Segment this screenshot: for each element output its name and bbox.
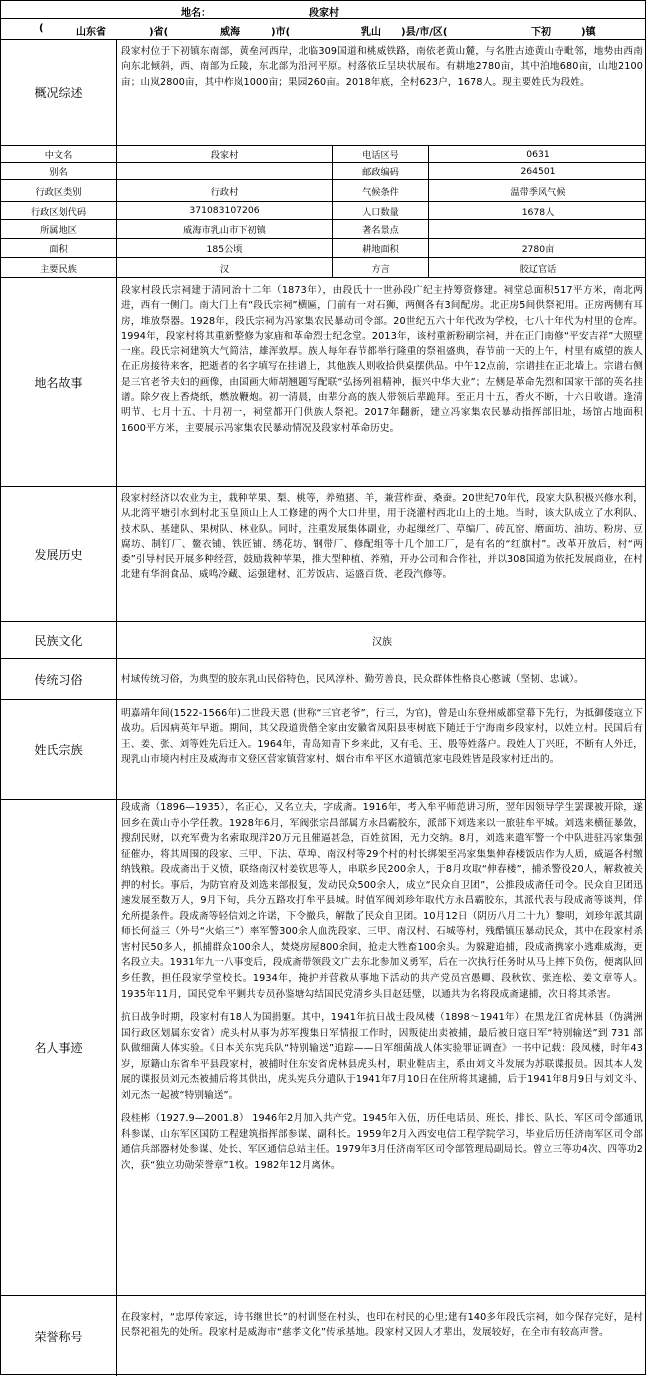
overview-row [1, 40, 645, 146]
info-value: 0631 [428, 146, 647, 162]
addr-town: 下初 [531, 27, 551, 38]
info-value: 胶辽官话 [428, 258, 647, 277]
info-row [1, 202, 645, 220]
info-key: 中文名 [44, 150, 73, 161]
story-label: 地名故事 [34, 375, 83, 390]
info-key: 行政区划代码 [30, 206, 87, 218]
custom-text: 村域传统习俗，为典型的胶东乳山民俗特色，民风淳朴、勤劳善良，民众群体性格良心憨诚（坚韧、忠诚）。 [116, 659, 647, 699]
overview-text: 段家村位于下初镇东南部，黄垒河西岸，北临309国道和桃威铁路，南依老黄山麓，与名胜古迹黄山寺毗邻，地势由西南向东北倾斜，西、南部为丘陵，东北部为沿河平原。村落依丘呈块状展布。有耕地2780亩，其中泊地680亩，山地2100亩；山岚2800亩，其中柞岚1000亩；果园260亩。2018年底，全村623户，1678人。现主要姓氏为段姓。 [116, 40, 647, 145]
honor-label: 荣誉称号 [34, 1329, 83, 1344]
title-row [1, 1, 645, 19]
info-key: 行政区类别 [35, 186, 82, 198]
village-name: 段家村 [309, 8, 339, 19]
custom-row [1, 659, 645, 700]
title-label: 地名： [181, 8, 211, 19]
info-row [1, 146, 645, 163]
info-value: 2780亩 [428, 239, 647, 257]
surname-text: 明嘉靖年间(1522-1566年)二世段天恩 (世称“三官老爷”，行三，为官)，曾是山东登州威都堂幕下先行，为抵御倭寇立下战功。后因病英年早逝。期间，其父段道贵偕全家由安徽省凤阳县枣树底下随迁于宁海南乡段家村，以姓立村。民国后有王、姜、张、刘等姓先后迁入。1964年，青岛知青下乡来此，又有毛、王、殷等姓落户。段姓人丁兴旺，不断有人外迁，现乳山市境内村庄及威海市文登区营家镇营家村、烟台市牟平区水道镇范家屯段姓皆是段家村迁出的。 [116, 700, 647, 799]
info-value: 温带季风气候 [428, 180, 647, 201]
info-row [1, 239, 645, 258]
info-value: 185公顷 [116, 239, 332, 257]
info-key: 邮政编码 [332, 163, 428, 179]
addr-county-suffix: )县/市/区( [401, 27, 448, 38]
info-value [428, 220, 647, 238]
info-row [1, 163, 645, 180]
info-value: 1678人 [428, 202, 647, 219]
ethnic-row [1, 622, 645, 659]
info-key: 所属地区 [40, 225, 77, 236]
history-label: 发展历史 [34, 547, 83, 562]
surname-label: 姓氏宗族 [34, 743, 83, 757]
addr-province: 山东省 [76, 27, 106, 38]
people-text [116, 800, 647, 1295]
info-value: 行政村 [116, 180, 332, 201]
honor-text: 在段家村，“忠厚传家远，诗书继世长”的村训竖在村头，也印在村民的心里;建有140多年段氏宗祠，如今保存完好，是村民祭祀祖先的处所。段家村是威海市“慈孝文化”传承基地。段家村又因人才辈出，发展较好，在全市有较高声誉。 [116, 1296, 647, 1376]
addr-city-suffix: )市( [271, 27, 291, 38]
info-key: 方言 [332, 258, 428, 277]
info-key: 耕地面积 [332, 239, 428, 257]
history-text: 段家村经济以农业为主，栽种苹果、梨、桃等，养殖猪、羊，兼营柞蚕、桑蚕。20世纪70年代，段家大队积极兴修水利，从北湾平塘引水到村北玉皇顶山上人工修建的两个大口井里，用于浇灌村西北山上的土地。当时，该大队成立了水利队、技术队、基建队、果树队、林业队。同时，注重发展集体副业，办起缫丝厂、草编厂、砖瓦窑、磨面坊、油坊、粉房、豆腐坊、制钉厂、鳌衣铺、铁匠铺、绣花坊、钢带厂、修配组等十几个加工厂，是有名的“红旗村”。改革开放后，村“两委”引导村民开展多种经营，鼓励栽种苹果，推大型种植、养殖，开办公司和合作社，并以308国道为依托发展商业，在村北建有华润食品、威鸣冷藏、运强建材、汇芳饭店、运盛百货、老段汽修等。 [116, 487, 647, 621]
info-value: 威海市乳山市下初镇 [116, 220, 332, 238]
people-paragraph: 抗日战争时期，段家村有18人为国捐躯。其中，1941年抗日战士段凤楼（1898～1941年）在黑龙江省虎林县（伪满洲国行政区划属东安省）虎头村从事为苏军搜集日军情报工作时，因叛徒出卖被捕，最后被日寇日军“特别输送”到 731 部队做细菌人体实验。《日本关东宪兵队“特别输送”追踪——日军细菌战人体实验罪证调查》一书中记载：段凤楼，时年43岁，原籍山东省牟平县段家村，被捕时住东安省虎林县虎头村，职业鞋店主，系由刘文斗发展为苏联谍报员。因其本人发展的谍报员刘元杰被捕后将其供出，虎头宪兵分遣队于1941年7月10日在住所将其逮捕，后于1941年8月9日与刘文斗、刘元杰一起被“特别输送”。 [121, 1012, 643, 1101]
story-row [1, 278, 645, 487]
addr-city: 威海 [220, 27, 240, 38]
history-row [1, 487, 645, 622]
info-key: 别名 [49, 167, 68, 178]
info-key: 著名景点 [332, 220, 428, 238]
addr-province-suffix: )省( [149, 27, 169, 38]
info-value: 段家村 [116, 146, 332, 162]
info-key: 气候条件 [332, 180, 428, 201]
surname-row [1, 700, 645, 800]
addr-county: 乳山 [361, 27, 381, 38]
overview-label: 概况综述 [34, 86, 83, 100]
addr-open-paren: ( [39, 23, 44, 34]
people-label: 名人事迹 [34, 1041, 83, 1055]
ethnic-value: 汉族 [116, 622, 647, 658]
addr-town-suffix: )镇 [581, 27, 596, 38]
people-row [1, 800, 645, 1296]
info-row [1, 180, 645, 202]
info-value: 264501 [428, 163, 647, 179]
info-row [1, 258, 645, 278]
honor-row [1, 1296, 645, 1376]
info-key: 人口数量 [332, 202, 428, 219]
info-value: 371083107206 [116, 202, 332, 219]
people-paragraph: 段桂彬（1927.9—2001.8） 1946年2月加入共产党。1945年入伍，历任电话员、班长、排长、队长、军区司令部通讯科参谋、山东军区国防工程建筑指挥部参谋、副科长。1959年2月入西安电信工程学院学习，毕业后历任济南军区司令部通信兵部器材处参谋、处长、军区通信总站主任。1979年3月任济南军区司令部管理局副局长。曾立三等功4次、四等功2次，获“独立功勋荣誉章”1枚。1982年12月离休。 [121, 1113, 643, 1172]
info-value [116, 163, 332, 179]
info-row [1, 220, 645, 239]
ethnic-label: 民族文化 [34, 633, 83, 648]
people-paragraph: 段成斋（1896—1935），名正心，又名立夫，字成斋。1916年，考入牟平师范讲习所，翌年因领导学生罢课被开除，遂回乡在黄山寺小学任教。1928年6月，军阀张宗昌部属方永昌霸胶东，派部下刘选来以一旅驻牟平城。刘选来横征暴敛，搜刮民财，以充军费为名索取现洋20万元且催逼甚急，百姓贫困，无力交纳。8月，刘选来遣军警一个中队进驻冯家集强征催办，将其周围的段家、三甲、下法、草埠、南汉村等29个村的村长绑架至冯家集集伸春楼饭店作为人质，威逼各村缴纳钱粮。段成斋出于义愤，联络南汉村姜钦思等人，串联乡民200余人，于8月攻取“伸春楼”，捕杀警役20人，解救被关押的村长。事后，为防官府及刘选来部报复，发动民众500余人，成立“民众自卫团”，公推段成斋任司令。民众自卫团迅速发展至数万人，9月下旬，兵分五路攻打牟平县城。时值军阀刘珍年取代方永昌霸胶东，其派代表与段成斋等谈判，佯允所提条件。段成斋等轻信刘之许诺，下令撤兵，解散了民众自卫团。10月12日（阴历八月二十九）黎明，刘珍年派其副师长何益三（外号“火焰三”）率军警300余人血洗段家、三甲、南汉村、石城等村，残酷镇压暴动民众，其中在段家村杀害村民50多人，抓捕群众100余人，焚烧房屋800余间，抢走大牲畜100余头。为躲避追捕，段成斋携家小逃难威海，更名段立夫。1931年九一八事变后，段成斋带领段文广去东北参加义勇军，后在一次执行任务时从马上摔下负伤，便离队回乡任教，担任段家学堂校长。1934年，掩护并营救从事地下活动的共产党员宫愚卿、段秋钦、张连松、姜文章等人。1935年11月，国民党牟平剿共专员孙鉴塘勾结国民党清乡头目赵廷璧，以通共为名将段成斋逮捕，次日将其杀害。 [121, 802, 644, 1000]
story-text: 段家村段氏宗祠建于清同治十二年（1873年），由段氏十一世孙段广纪主持筹资修建。祠堂总面积517平方米，南北两进，西有一侧门。南大门上有“段氏宗祠”横匾，门前有一对石狮，两侧各有3间配房。北正房5间供祭祀用。正房两侧有耳房，堆放祭器。1928年，段氏宗祠为冯家集农民暴动司令部。20世纪五六十年代改为学校，七八十年代为村里的仓库。1994年，段家村将其重新整修为家庙和革命烈士纪念堂。2013年，该村重新粉刷宗祠，并在正门南修“平安吉祥”大照壁一座。段氏宗祠建筑大气简洁，雄浑敦厚。族人每年春节都举行隆重的祭祖盛典，春节前一天的上午，村里有威望的族人在正房接待来客，把逝者的名字填写在挂谱上，其他族人则收拾供桌摆供品。中午12点前，宗谱挂在正北墙上。宗谱右侧是三官老爷夫妇的画像，由国画大师胡翘题写配联“弘扬列祖精神，振兴中华大业”；左侧是革命先烈和国家干部的英名挂谱。除夕夜上香烧纸，燃放鞭炮。初一清晨，由辈分高的族人带领后辈跪拜。至正月十五，香火不断，十六日收谱。逢清明节、七月十五、十月初一，祠堂都开门供族人祭祀。2017年翻新，建立冯家集农民暴动指挥部旧址，场馆占地面积1600平方米，主要展示冯家集农民暴动情况及段家村革命历史。 [116, 278, 647, 486]
info-key: 电话区号 [332, 146, 428, 162]
custom-label: 传统习俗 [34, 672, 83, 687]
address-row [1, 19, 645, 40]
info-key: 主要民族 [40, 263, 77, 275]
info-key: 面积 [49, 244, 68, 255]
info-value: 汉 [116, 258, 332, 277]
